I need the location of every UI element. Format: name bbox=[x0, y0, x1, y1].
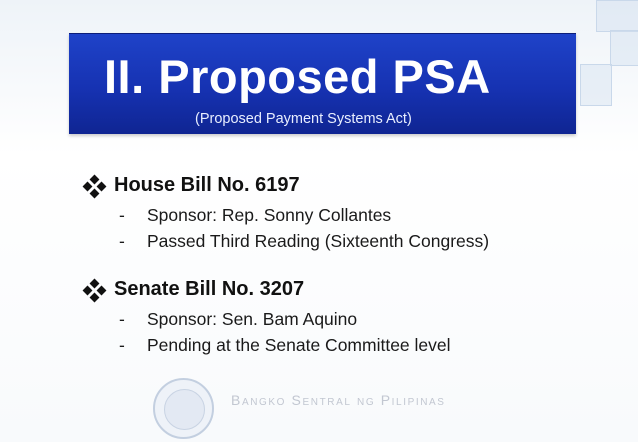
title-banner bbox=[69, 33, 576, 134]
decorative-square bbox=[580, 64, 612, 106]
section-heading-senate-bill bbox=[84, 278, 304, 301]
item-text: Sponsor: Rep. Sonny Collantes bbox=[147, 205, 392, 225]
dash-bullet: - bbox=[119, 205, 125, 225]
item-text: Pending at the Senate Committee level bbox=[147, 335, 451, 355]
diamond-bullet-icon bbox=[84, 176, 106, 196]
diamond-bullet-icon bbox=[84, 280, 106, 300]
slide-title: II. Proposed PSA bbox=[104, 50, 491, 103]
decorative-square bbox=[596, 0, 638, 32]
bsp-seal-icon bbox=[153, 378, 214, 439]
dash-bullet: - bbox=[119, 335, 125, 355]
item-text: Sponsor: Sen. Bam Aquino bbox=[147, 309, 358, 329]
list-item bbox=[119, 205, 391, 226]
list-item bbox=[119, 231, 489, 252]
list-item bbox=[119, 309, 357, 330]
bank-name-watermark: Bangko Sentral ng Pilipinas bbox=[231, 392, 446, 408]
dash-bullet: - bbox=[119, 231, 125, 251]
slide-subtitle: (Proposed Payment Systems Act) bbox=[195, 111, 412, 127]
list-item bbox=[119, 335, 451, 356]
item-text: Passed Third Reading (Sixteenth Congress) bbox=[147, 231, 490, 251]
dash-bullet: - bbox=[119, 309, 125, 329]
heading-text: Senate Bill No. 3207 bbox=[114, 278, 305, 300]
heading-text: House Bill No. 6197 bbox=[114, 174, 300, 196]
section-heading-house-bill bbox=[84, 174, 300, 197]
decorative-square bbox=[610, 30, 638, 66]
